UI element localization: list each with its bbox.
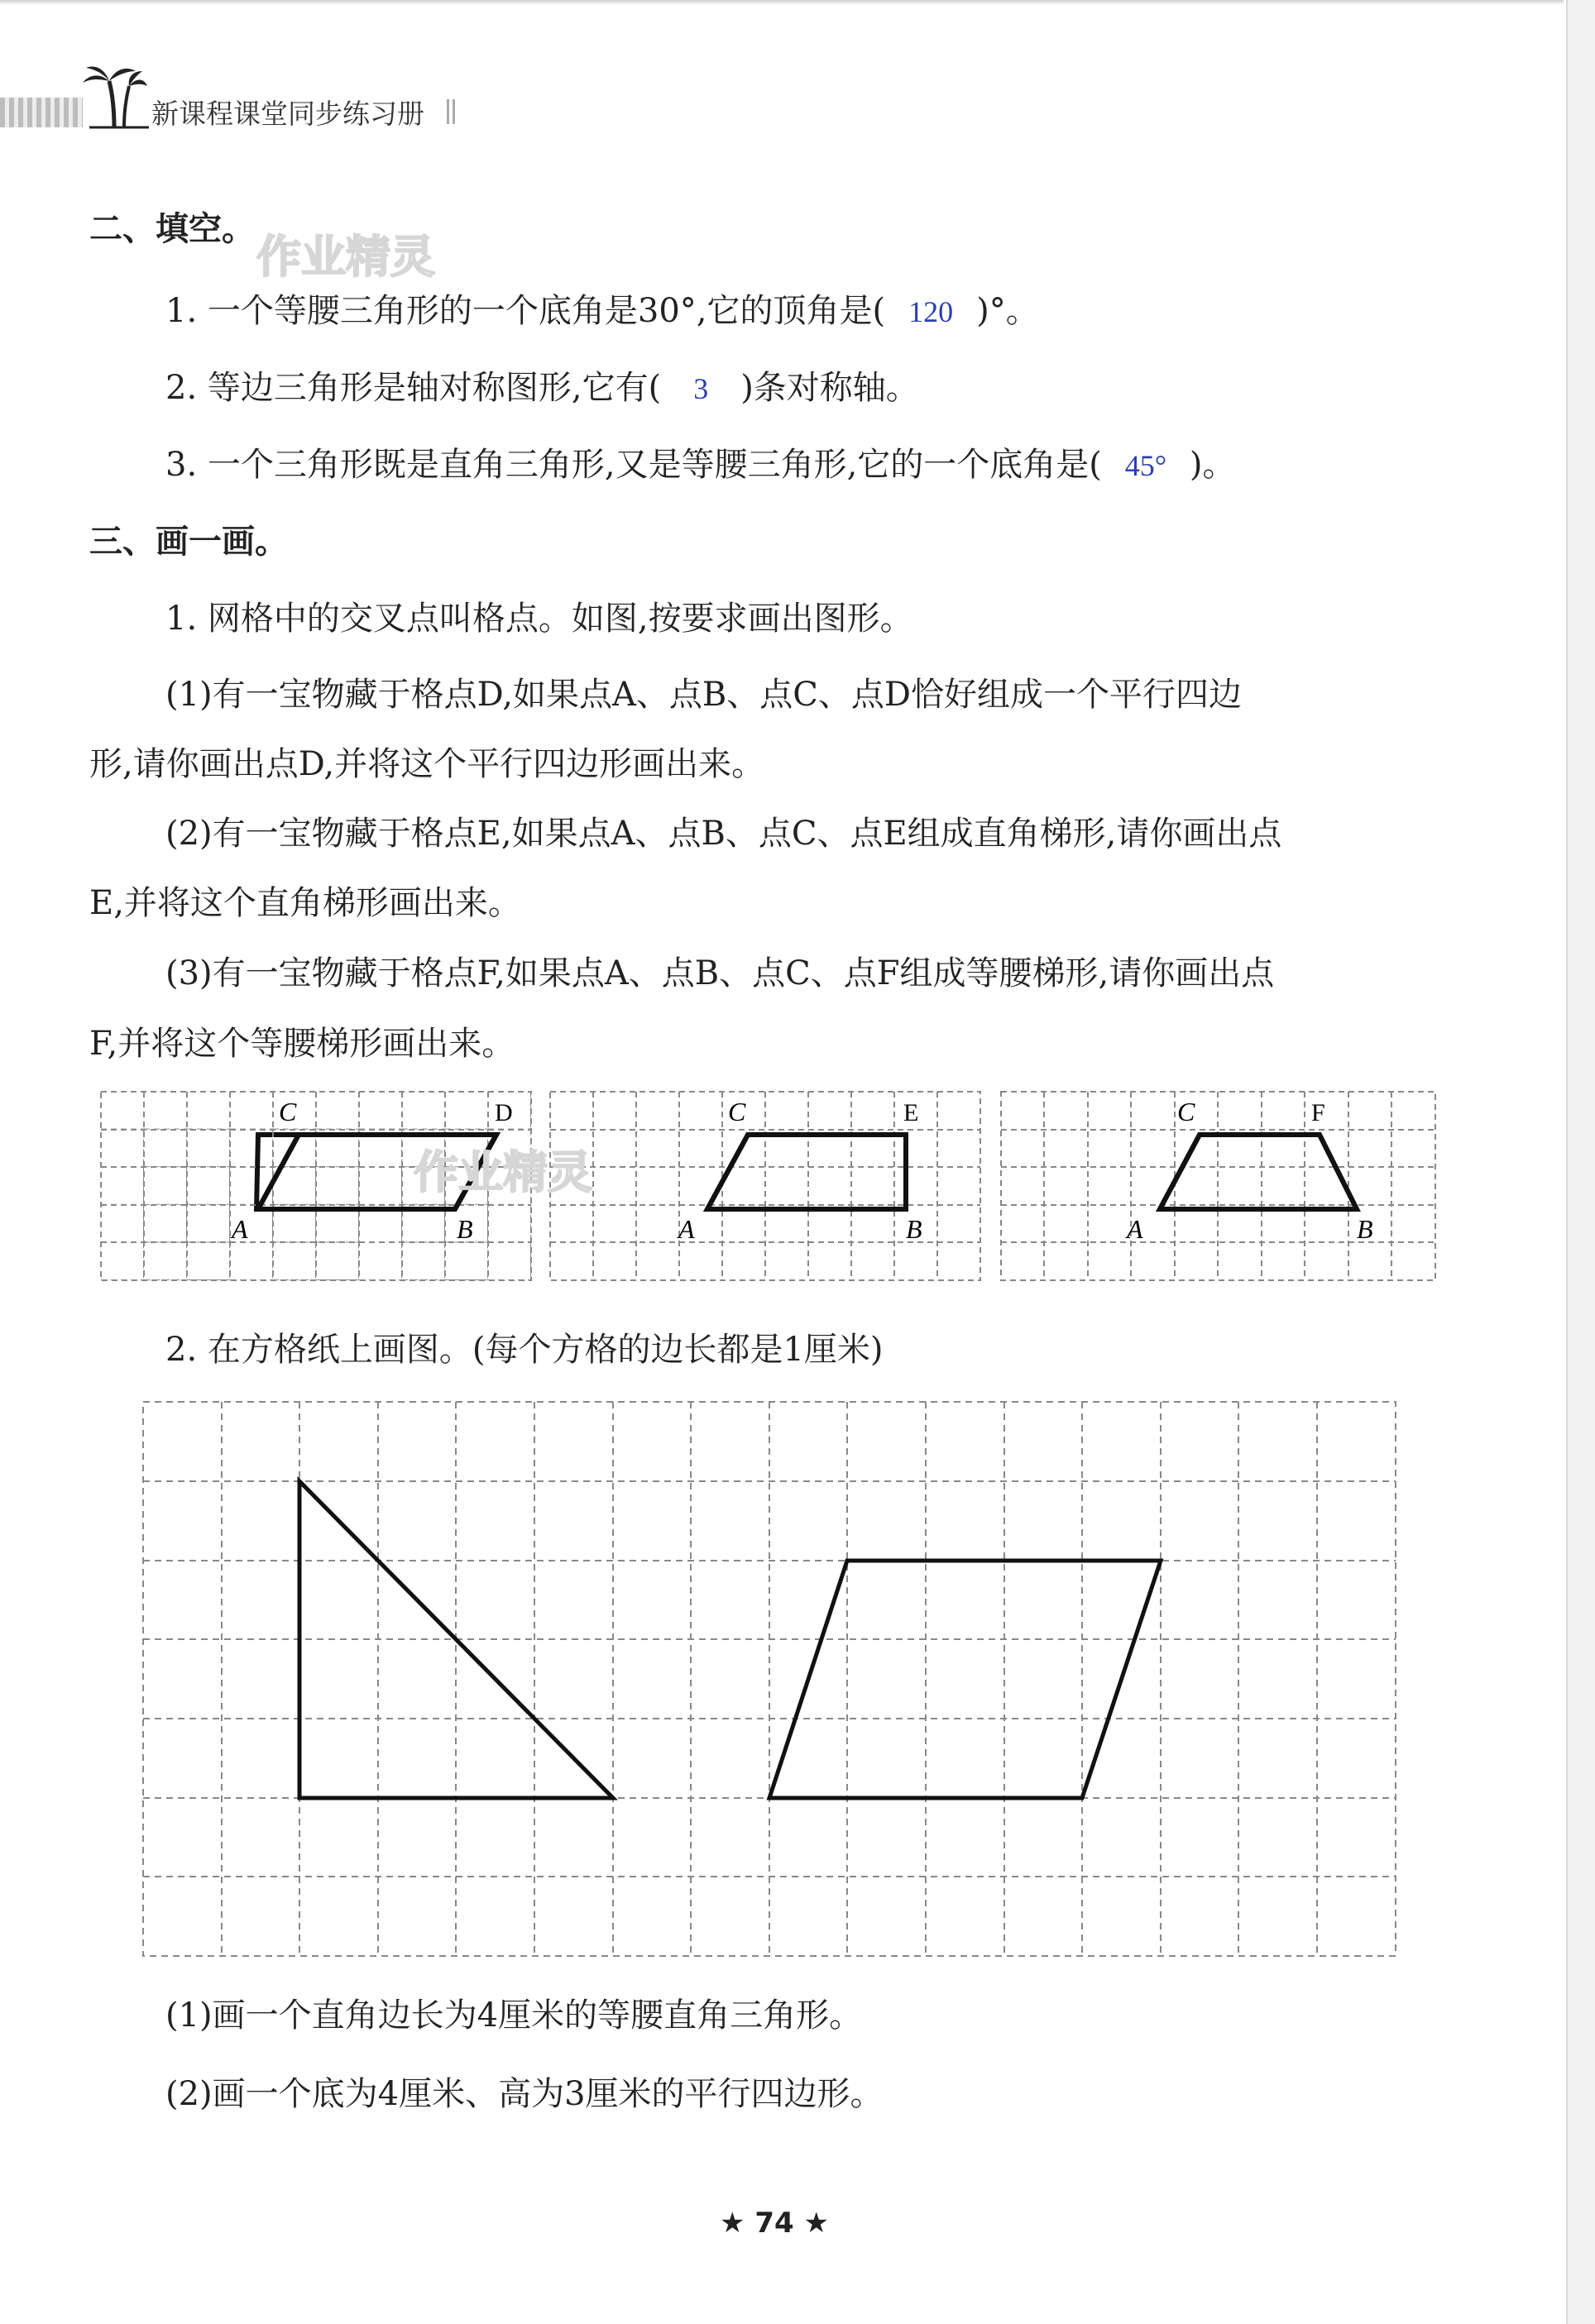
grid-isosceles-trapezoid — [1001, 1092, 1435, 1280]
star-icon: ★ — [720, 2207, 745, 2240]
section-heading-fill-blank: 二、填空。 — [89, 210, 255, 248]
question-1-text: 1. 一个等腰三角形的一个底角是30°,它的顶角是( — [165, 292, 886, 330]
page-number — [720, 2207, 829, 2240]
grid1-label-b: B — [457, 1214, 473, 1244]
grid2-label-b: B — [906, 1214, 922, 1244]
grid3-label-f: F — [1311, 1099, 1325, 1126]
large-grid — [0, 1373, 1595, 1968]
answer-3: 45° — [1124, 449, 1167, 482]
grid1-label-a: A — [232, 1214, 248, 1244]
grid2-label-e: E — [903, 1099, 919, 1126]
draw-question-2-intro: 2. 在方格纸上画图。(每个方格的边长都是1厘米) — [165, 1331, 884, 1369]
grid1-label-d: D — [495, 1099, 513, 1126]
draw-question-2-2: (2)画一个底为4厘米、高为3厘米的平行四边形。 — [165, 2075, 884, 2113]
grid3-label-b: B — [1357, 1214, 1373, 1244]
right-trapezoid-shape — [707, 1135, 906, 1209]
draw-question-1-3-line-2: F,并将这个等腰梯形画出来。 — [89, 1025, 515, 1063]
grid3-label-a: A — [1127, 1214, 1143, 1244]
draw-question-1-1-line-2: 形,请你画出点D,并将这个平行四边形画出来。 — [89, 745, 765, 783]
question-2-suffix: )条对称轴。 — [740, 369, 919, 407]
answer-1: 120 — [908, 295, 954, 328]
section-heading-draw: 三、画一画。 — [89, 523, 288, 561]
grid3-label-c: C — [1177, 1097, 1195, 1126]
question-2-text: 2. 等边三角形是轴对称图形,它有( — [165, 369, 662, 407]
question-1-suffix: )°。 — [976, 292, 1039, 330]
book-title: 新课程课堂同步练习册 — [151, 98, 424, 130]
answer-2: 3 — [693, 372, 709, 405]
grid2-label-c: C — [728, 1097, 746, 1126]
draw-question-1-2-line-1: (2)有一宝物藏于格点E,如果点A、点B、点C、点E组成直角梯形,请你画出点 — [165, 815, 1282, 853]
page-number-value: 74 — [754, 2207, 794, 2240]
grid1-label-c: C — [279, 1097, 297, 1126]
draw-question-1-1-line-1: (1)有一宝物藏于格点D,如果点A、点B、点C、点D恰好组成一个平行四边 — [165, 676, 1242, 714]
watermark-2: 作业精灵 — [414, 1146, 592, 1198]
draw-question-1-2-line-2: E,并将这个直角梯形画出来。 — [89, 884, 521, 922]
draw-question-2-1: (1)画一个直角边长为4厘米的等腰直角三角形。 — [165, 1996, 863, 2035]
draw-question-1-3-line-1: (3)有一宝物藏于格点F,如果点A、点B、点C、点F组成等腰梯形,请你画出点 — [165, 954, 1275, 992]
star-icon: ★ — [803, 2207, 829, 2240]
question-3-text: 3. 一个三角形既是直角三角形,又是等腰三角形,它的一个底角是( — [165, 446, 1102, 484]
watermark: 作业精灵 — [256, 231, 435, 283]
draw-question-1-intro: 1. 网格中的交叉点叫格点。如图,按要求画出图形。 — [165, 600, 913, 638]
grid2-label-a: A — [678, 1214, 695, 1244]
question-3-suffix: )。 — [1189, 446, 1236, 484]
parallelogram-drawing — [769, 1561, 1161, 1798]
